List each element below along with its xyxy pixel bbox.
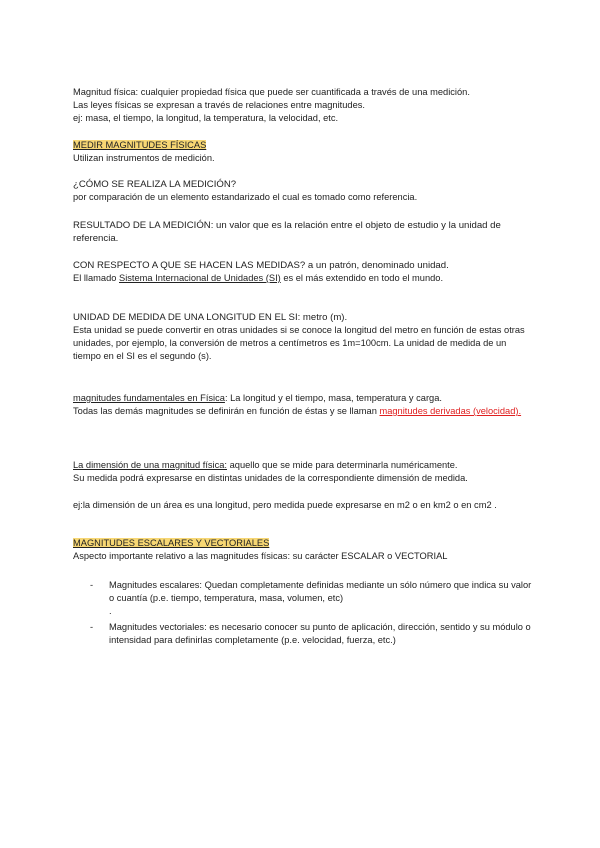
resultado-section — [73, 219, 533, 245]
fundamentales-section — [73, 392, 533, 418]
escalares-heading: MAGNITUDES ESCALARES Y VECTORIALES — [73, 538, 270, 548]
bullet-text: Magnitudes escalares: Quedan completamente definidas mediante un sólo número que indica su valor o cuantía (p.e. tiempo, temperatura, masa, volumen, etc) — [109, 580, 532, 603]
como-section — [73, 178, 533, 204]
como-answer: por comparación de un elemento estandarizado el cual es tomado como referencia. — [73, 192, 418, 202]
respecto-section — [73, 259, 533, 285]
respecto-pre: El llamado — [73, 273, 119, 283]
dimension-example — [73, 499, 533, 512]
medir-text: Utilizan instrumentos de medición. — [73, 153, 215, 163]
fundamentales-line2: Todas las demás magnitudes se definirán en función de éstas y se llaman — [73, 406, 380, 416]
medir-heading: MEDIR MAGNITUDES FÍSICAS — [73, 140, 207, 150]
respecto-post: es el más extendido en todo el mundo. — [280, 273, 444, 283]
bullet-dash: - — [90, 622, 94, 632]
como-question: ¿CÓMO SE REALIZA LA MEDICIÓN? — [73, 179, 237, 190]
dimension-term: La dimensión de una magnitud física: — [73, 460, 228, 470]
bullet-tail: . — [109, 606, 112, 616]
dimension-section — [73, 459, 533, 485]
derived-link[interactable]: magnitudes derivadas (velocidad). — [379, 406, 522, 416]
resultado-text: RESULTADO DE LA MEDICIÓN: un valor que es la relación entre el objeto de estudio y la unidad de referencia. — [73, 220, 501, 244]
bullet-dash: - — [90, 580, 94, 590]
intro-line: Magnitud física: cualquier propiedad física que puede ser cuantificada a través de una medición. — [73, 87, 470, 97]
escalares-bullets — [73, 579, 533, 647]
intro-section — [73, 86, 533, 125]
dimension-line2: Su medida podrá expresarse en distintas unidades de la correspondiente dimensión de medida. — [73, 473, 468, 483]
dimension-def: aquello que se mide para determinarla numéricamente. — [227, 460, 458, 470]
dimension-example-text: ej:la dimensión de un área es una longitud, pero medida puede expresarse en m2 o en km2 o en cm2 . — [73, 500, 497, 510]
unidad-paragraph: Esta unidad se puede convertir en otras unidades si se conoce la longitud del metro en función de estas otras unidades, por ejemplo, la conversión de metros a centímetros es 1m=100cm. La unidad de medida de un tiempo en el SI es el segundo (s). — [73, 325, 525, 361]
unidad-heading: UNIDAD DE MEDIDA DE UNA LONGITUD EN EL SI: metro (m). — [73, 312, 348, 323]
si-link[interactable]: Sistema Internacional de Unidades (SI) — [119, 273, 281, 283]
intro-line: ej: masa, el tiempo, la longitud, la temperatura, la velocidad, etc. — [73, 113, 339, 123]
escalares-section — [73, 537, 533, 563]
list-item — [73, 579, 533, 618]
unidad-section — [73, 311, 533, 363]
fundamentales-term: magnitudes fundamentales en Física — [73, 393, 225, 403]
bullet-text: Magnitudes vectoriales: es necesario conocer su punto de aplicación, dirección, sentido y su módulo o intensidad para definirlas completamente (p.e. velocidad, fuerza, etc.) — [109, 622, 531, 645]
intro-line: Las leyes físicas se expresan a través de relaciones entre magnitudes. — [73, 100, 365, 110]
list-item — [73, 621, 533, 647]
medir-section — [73, 139, 533, 165]
escalares-intro: Aspecto importante relativo a las magnitudes físicas: su carácter ESCALAR o VECTORIAL — [73, 551, 448, 561]
fundamentales-def: : La longitud y el tiempo, masa, temperatura y carga. — [224, 393, 442, 403]
respecto-line — [73, 272, 533, 285]
respecto-line: CON RESPECTO A QUE SE HACEN LAS MEDIDAS? a un patrón, denominado unidad. — [73, 260, 449, 271]
